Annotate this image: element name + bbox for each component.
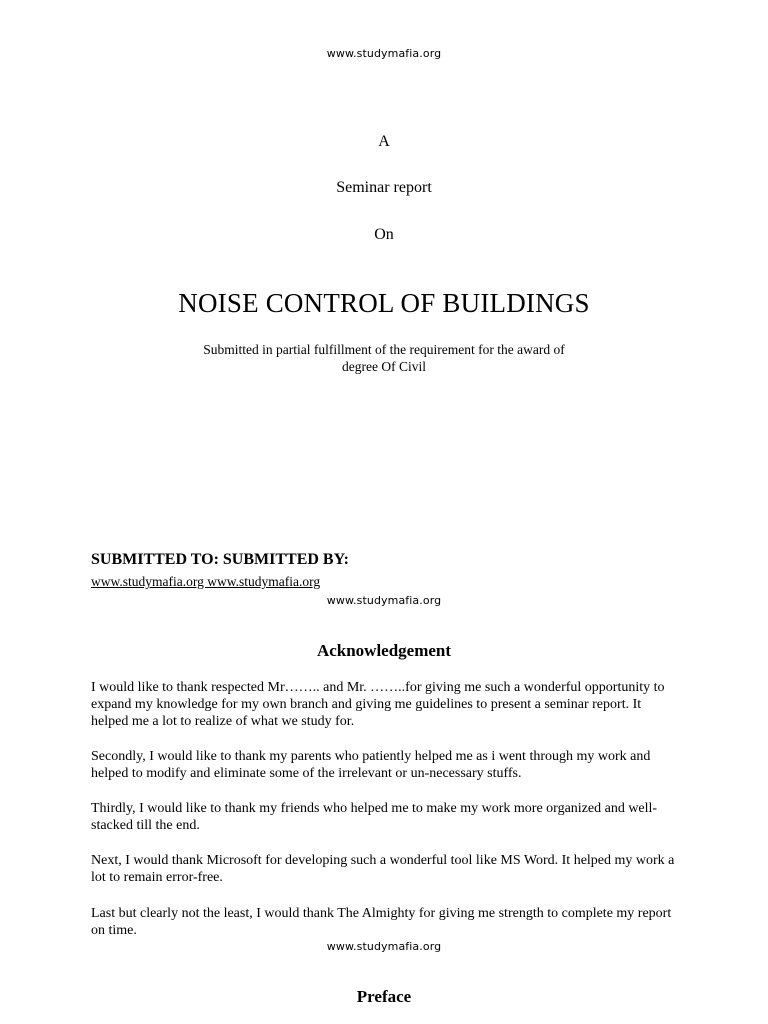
ack-paragraph-5: Last but clearly not the least, I would thank The Almighty for giving me strength to complete my report on time. xyxy=(91,906,672,938)
line-on: On xyxy=(374,226,394,243)
subtitle-line-1: Submitted in partial fulfillment of the requirement for the award of xyxy=(203,342,565,357)
report-title: NOISE CONTROL OF BUILDINGS xyxy=(178,288,590,318)
line-seminar-report: Seminar report xyxy=(336,179,432,196)
page1-footer-site-url: www.studymafia.org xyxy=(326,594,442,607)
ack-paragraph-3: Thirdly, I would like to thank my friends who helped me to make my work more organized and well-stacked till the end. xyxy=(91,801,658,833)
preface-heading: Preface xyxy=(356,987,412,1006)
line-a: A xyxy=(378,133,390,150)
ack-paragraph-2: Secondly, I would like to thank my parents who patiently helped me as i went through my work and helped to modify and eliminate some of the irrelevant or un-necessary stuffs. xyxy=(91,749,651,781)
header-site-url: www.studymafia.org xyxy=(326,47,442,60)
ack-paragraph-1: I would like to thank respected Mr…….. and Mr. ……..for giving me such a wonderful opportunity to expand my knowledge for my own branch and giving me guidelines to present a seminar report. It helped me a lot to realize of what we study for. xyxy=(91,680,665,729)
acknowledgement-heading: Acknowledgement xyxy=(316,641,452,660)
page2-footer-site-url: www.studymafia.org xyxy=(326,940,442,953)
submitted-heading: SUBMITTED TO: SUBMITTED BY: xyxy=(91,551,349,568)
ack-paragraph-4: Next, I would thank Microsoft for developing such a wonderful tool like MS Word. It helped my work a lot to remain error-free. xyxy=(91,853,675,885)
submitted-links[interactable]: www.studymafia.org www.studymafia.org xyxy=(91,574,321,589)
subtitle-line-2: degree Of Civil xyxy=(342,359,426,374)
